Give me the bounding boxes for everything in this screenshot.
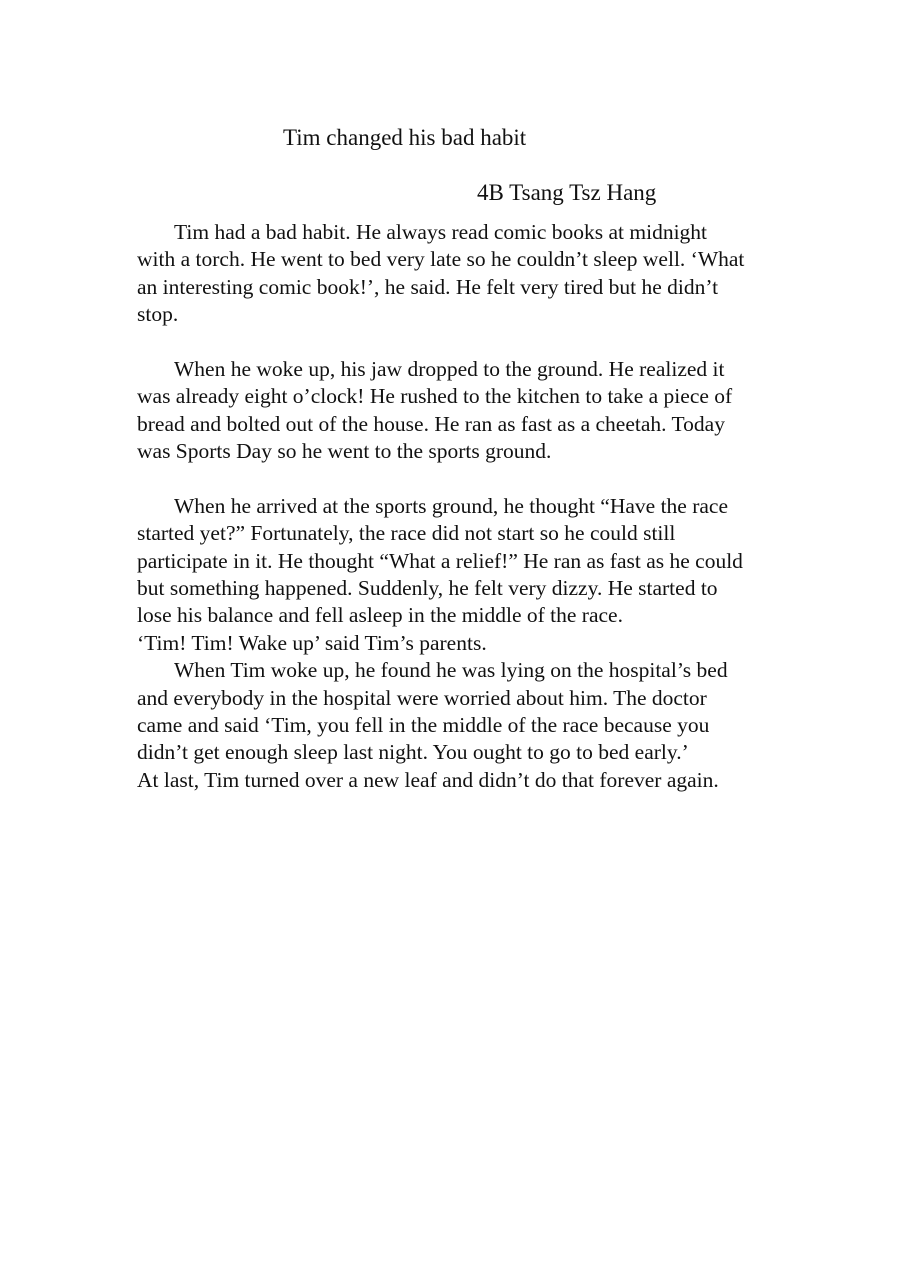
text-line: When he woke up, his jaw dropped to the ground. He realized it [174,356,725,381]
text-line: and everybody in the hospital were worried about him. The doctor [137,685,707,710]
story-body [137,219,777,794]
text-line: was already eight o’clock! He rushed to the kitchen to take a piece of [137,384,733,409]
paragraph-gap [137,466,777,493]
text-line: participate in it. He thought “What a relief!” He ran as fast as he could [137,548,743,573]
document-title: Tim changed his bad habit [283,125,527,150]
text-line: At last, Tim turned over a new leaf and didn’t do that forever again. [137,767,719,792]
text-line: but something happened. Suddenly, he felt very dizzy. He started to [137,576,718,601]
text-line: came and said ‘Tim, you fell in the middle of the race because you [137,713,710,738]
text-line: ‘Tim! Tim! Wake up’ said Tim’s parents. [137,630,487,655]
text-line: When Tim woke up, he found he was lying on the hospital’s bed [174,658,728,683]
author-name: 4B Tsang Tsz Hang [477,180,657,205]
text-line: an interesting comic book!’, he said. He felt very tired but he didn’t [137,274,719,299]
text-line: When he arrived at the sports ground, he thought “Have the race [174,493,729,518]
text-line: didn’t get enough sleep last night. You ought to go to bed early.’ [137,740,689,765]
text-line: was Sports Day so he went to the sports ground. [137,439,552,464]
text-line: started yet?” Fortunately, the race did not start so he could still [137,521,676,546]
text-line: with a torch. He went to bed very late so he couldn’t sleep well. ‘What [137,247,745,272]
text-line: bread and bolted out of the house. He ran as fast as a cheetah. Today [137,411,725,436]
text-line: Tim had a bad habit. He always read comic books at midnight [174,220,708,244]
text-line: lose his balance and fell asleep in the middle of the race. [137,603,623,628]
text-line: stop. [137,302,179,327]
paragraph-gap [137,329,777,356]
